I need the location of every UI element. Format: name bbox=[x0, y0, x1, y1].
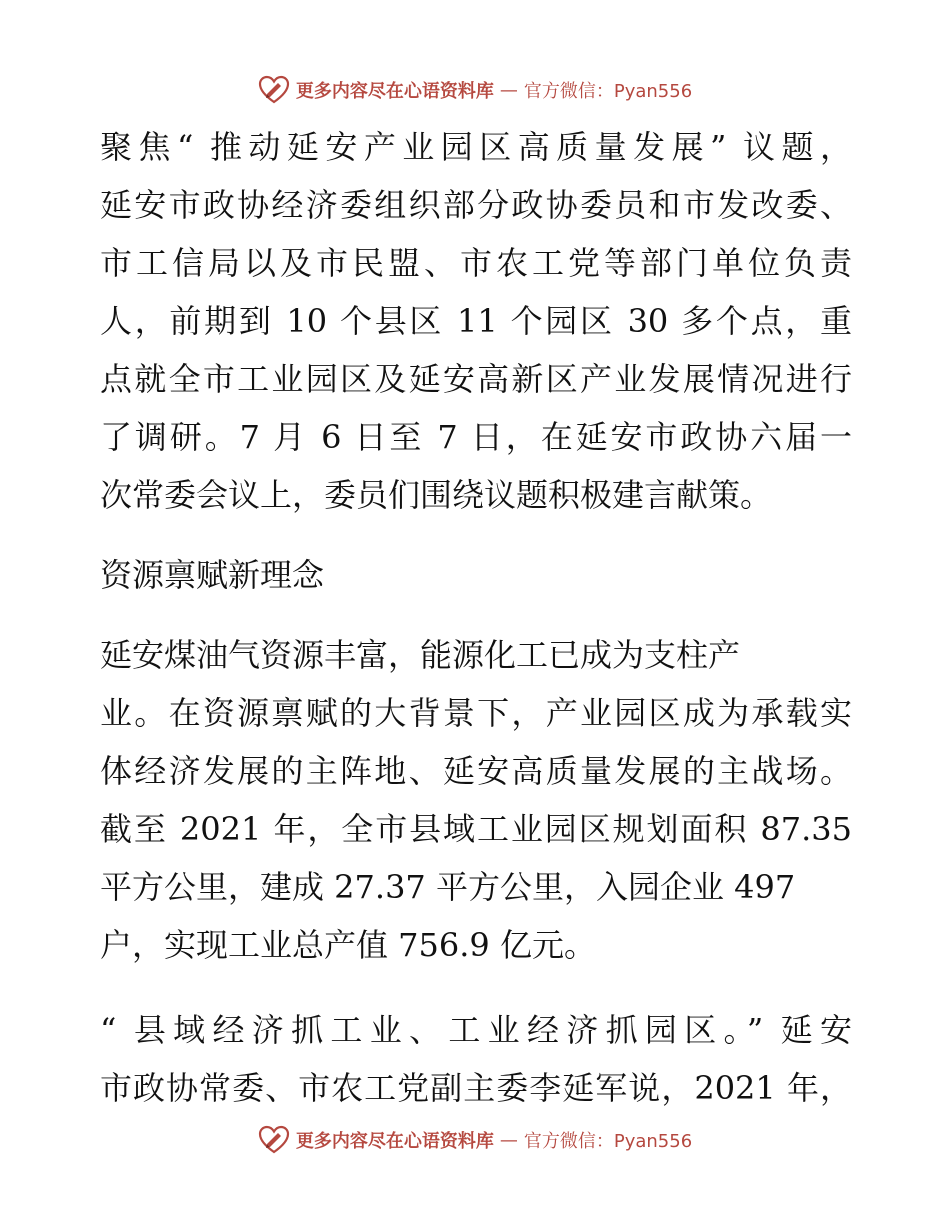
text-line: 体经济发展的主阵地、延安高质量发展的主战场。 bbox=[100, 752, 852, 790]
banner-separator: — bbox=[499, 1129, 518, 1151]
contact-text: 官方微信：Pyan556 bbox=[523, 1131, 693, 1152]
header-banner bbox=[0, 70, 950, 110]
text-line: “ 县域经济抓工业、工业经济抓园区。” 延安 bbox=[100, 1011, 852, 1049]
text-line: 延安煤油气资源丰富，能源化工已成为支柱产 bbox=[100, 636, 741, 674]
heading-line: 资源禀赋新理念 bbox=[100, 556, 325, 594]
text-line: 了调研。7 月 6 日至 7 日，在延安市政协六届一 bbox=[100, 418, 852, 456]
document-body bbox=[100, 118, 852, 1117]
text-line: 人，前期到 10 个县区 11 个园区 30 多个点，重 bbox=[100, 302, 852, 340]
contact-text: 官方微信：Pyan556 bbox=[523, 81, 693, 102]
text-line: 点就全市工业园区及延安高新区产业发展情况进行 bbox=[100, 360, 852, 398]
text-line: 业。在资源禀赋的大背景下，产业园区成为承载实 bbox=[100, 694, 852, 732]
text-line: 延安市政协经济委组织部分政协委员和市发改委、 bbox=[100, 186, 852, 224]
brand-text: 更多内容尽在心语资料库 bbox=[295, 81, 494, 102]
text-line: 截至 2021 年，全市县域工业园区规划面积 87.35 bbox=[100, 810, 852, 848]
text-line: 市政协常委、市农工党副主委李延军说，2021 年， bbox=[100, 1069, 852, 1107]
section-heading bbox=[100, 546, 852, 604]
footer-banner bbox=[0, 1120, 950, 1160]
text-line: 聚焦“ 推动延安产业园区高质量发展” 议题， bbox=[100, 128, 852, 166]
brand-text: 更多内容尽在心语资料库 bbox=[295, 1131, 494, 1152]
heart-pen-logo-icon bbox=[258, 1124, 290, 1156]
banner-separator: — bbox=[499, 79, 518, 101]
text-line: 平方公里，建成 27.37 平方公里，入园企业 497 bbox=[100, 868, 796, 906]
text-line: 次常委会议上，委员们围绕议题积极建言献策。 bbox=[100, 476, 773, 514]
paragraph-resources bbox=[100, 626, 852, 974]
text-line: 户，实现工业总产值 756.9 亿元。 bbox=[100, 926, 596, 964]
heart-pen-logo-icon bbox=[258, 74, 290, 106]
text-line: 市工信局以及市民盟、市农工党等部门单位负责 bbox=[100, 244, 852, 282]
paragraph-quote bbox=[100, 1001, 852, 1117]
paragraph-intro bbox=[100, 118, 852, 524]
